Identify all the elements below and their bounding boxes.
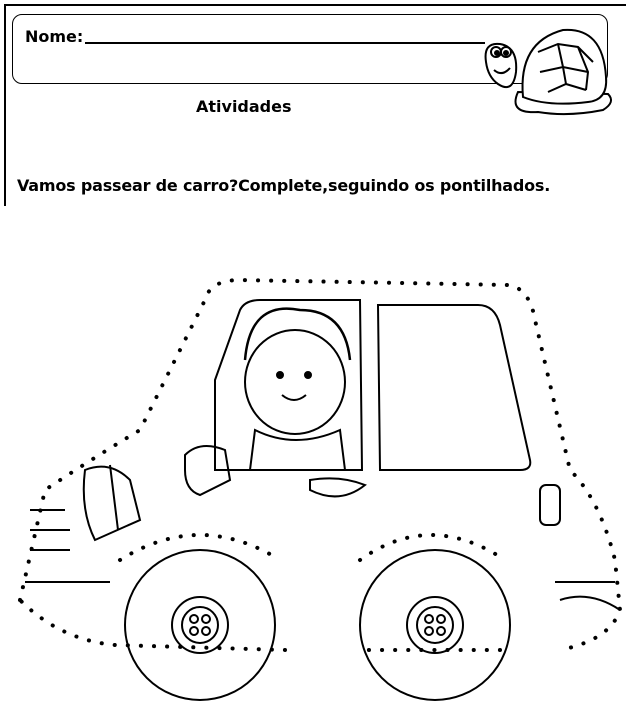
turtle-illustration — [478, 22, 618, 122]
name-label: Nome: — [25, 27, 84, 46]
instruction-text: Vamos passear de carro?Complete,seguindo os pontilhados. — [17, 176, 551, 195]
car-rear-window — [378, 305, 530, 470]
page-border-top — [4, 4, 626, 6]
name-input-line[interactable] — [85, 42, 485, 44]
rear-wheel — [360, 550, 510, 700]
front-wheel — [125, 550, 275, 700]
page-border-left — [4, 4, 6, 206]
page-title: Atividades — [196, 97, 292, 116]
car-tracing-illustration — [0, 260, 640, 717]
